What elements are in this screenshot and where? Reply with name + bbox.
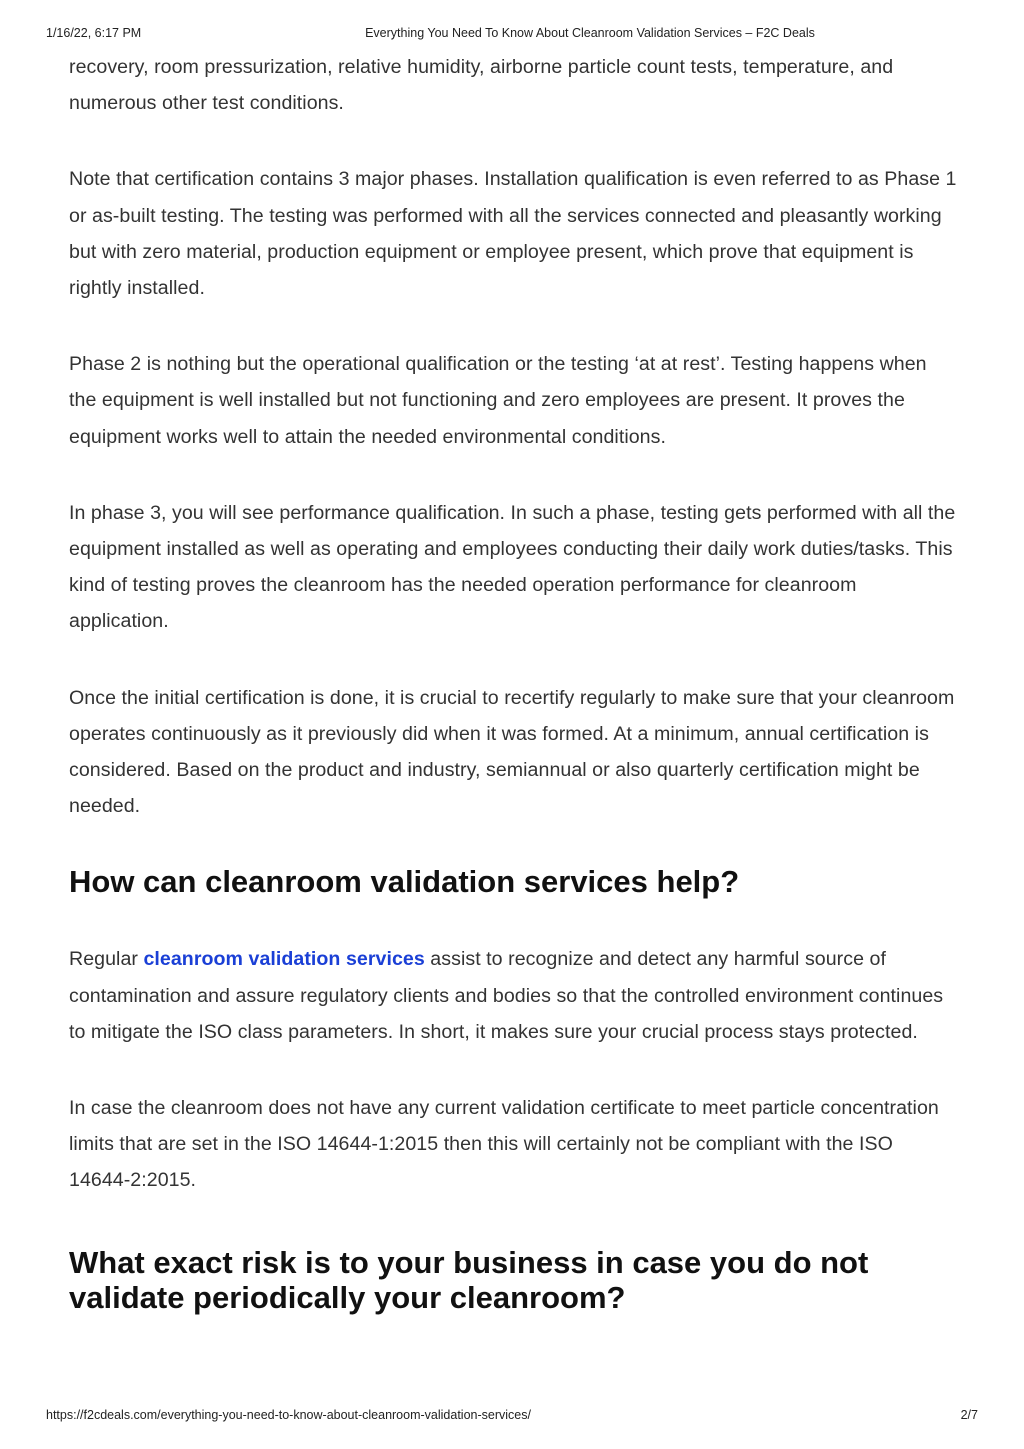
cleanroom-validation-services-link[interactable]: cleanroom validation services — [143, 948, 425, 971]
print-date: 1/16/22, 6:17 PM — [46, 26, 142, 40]
paragraph-iso-compliance: In case the cleanroom does not have any current validation certificate to meet particle concentration limits that are set in the ISO 14644-1:2015 then this will certainly not be compliant with the ISO 14644-2:2015. — [69, 1097, 939, 1192]
paragraph-phase-2: Phase 2 is nothing but the operational qualification or the testing ‘at at rest’. Testing happens when the equipment is well installed but not functioning and zero employees are present. It proves the equipment works well to attain the needed environmental conditions. — [69, 353, 927, 448]
paragraph-validation-services — [69, 941, 959, 1050]
paragraph-prefix: Regular — [69, 948, 144, 971]
article-content — [69, 49, 959, 1339]
page-number: 2/7 — [960, 1408, 978, 1422]
paragraph-test-conditions: recovery, room pressurization, relative humidity, airborne particle count tests, temperature, and numerous other test conditions. — [69, 56, 894, 115]
section-heading-risk: What exact risk is to your business in case you do not validate periodically your cleanroom? — [69, 1244, 869, 1315]
paragraph-suffix: assist to recognize and detect any harmful source of contamination and assure regulatory clients and bodies so that the controlled environment continues to mitigate the ISO class parameters. In short, it makes sure your crucial process stays protected. — [69, 948, 944, 1043]
print-footer — [0, 1408, 1024, 1428]
paragraph-phase-1: Note that certification contains 3 major phases. Installation qualification is even referred to as Phase 1 or as-built testing. The testing was performed with all the services connected and pleasantly working but with zero material, production equipment or employee present, which prove that equipment is rightly installed. — [69, 168, 957, 300]
paragraph-phase-3: In phase 3, you will see performance qualification. In such a phase, testing gets performed with all the equipment installed as well as operating and employees conducting their daily work duties/tasks. This kind of testing proves the cleanroom has the needed operation performance for cleanroom application. — [69, 501, 956, 633]
section-heading-help: How can cleanroom validation services help? — [69, 864, 740, 900]
print-header — [0, 24, 1024, 44]
print-page-title: Everything You Need To Know About Cleanroom Validation Services – F2C Deals — [365, 26, 815, 40]
page-url: https://f2cdeals.com/everything-you-need-to-know-about-cleanroom-validation-services/ — [46, 1408, 531, 1422]
paragraph-recertification: Once the initial certification is done, it is crucial to recertify regularly to make sure that your cleanroom operates continuously as it previously did when it was formed. At a minimum, annual certification is considered. Based on the product and industry, semiannual or also quarterly certification might be needed. — [69, 686, 955, 818]
